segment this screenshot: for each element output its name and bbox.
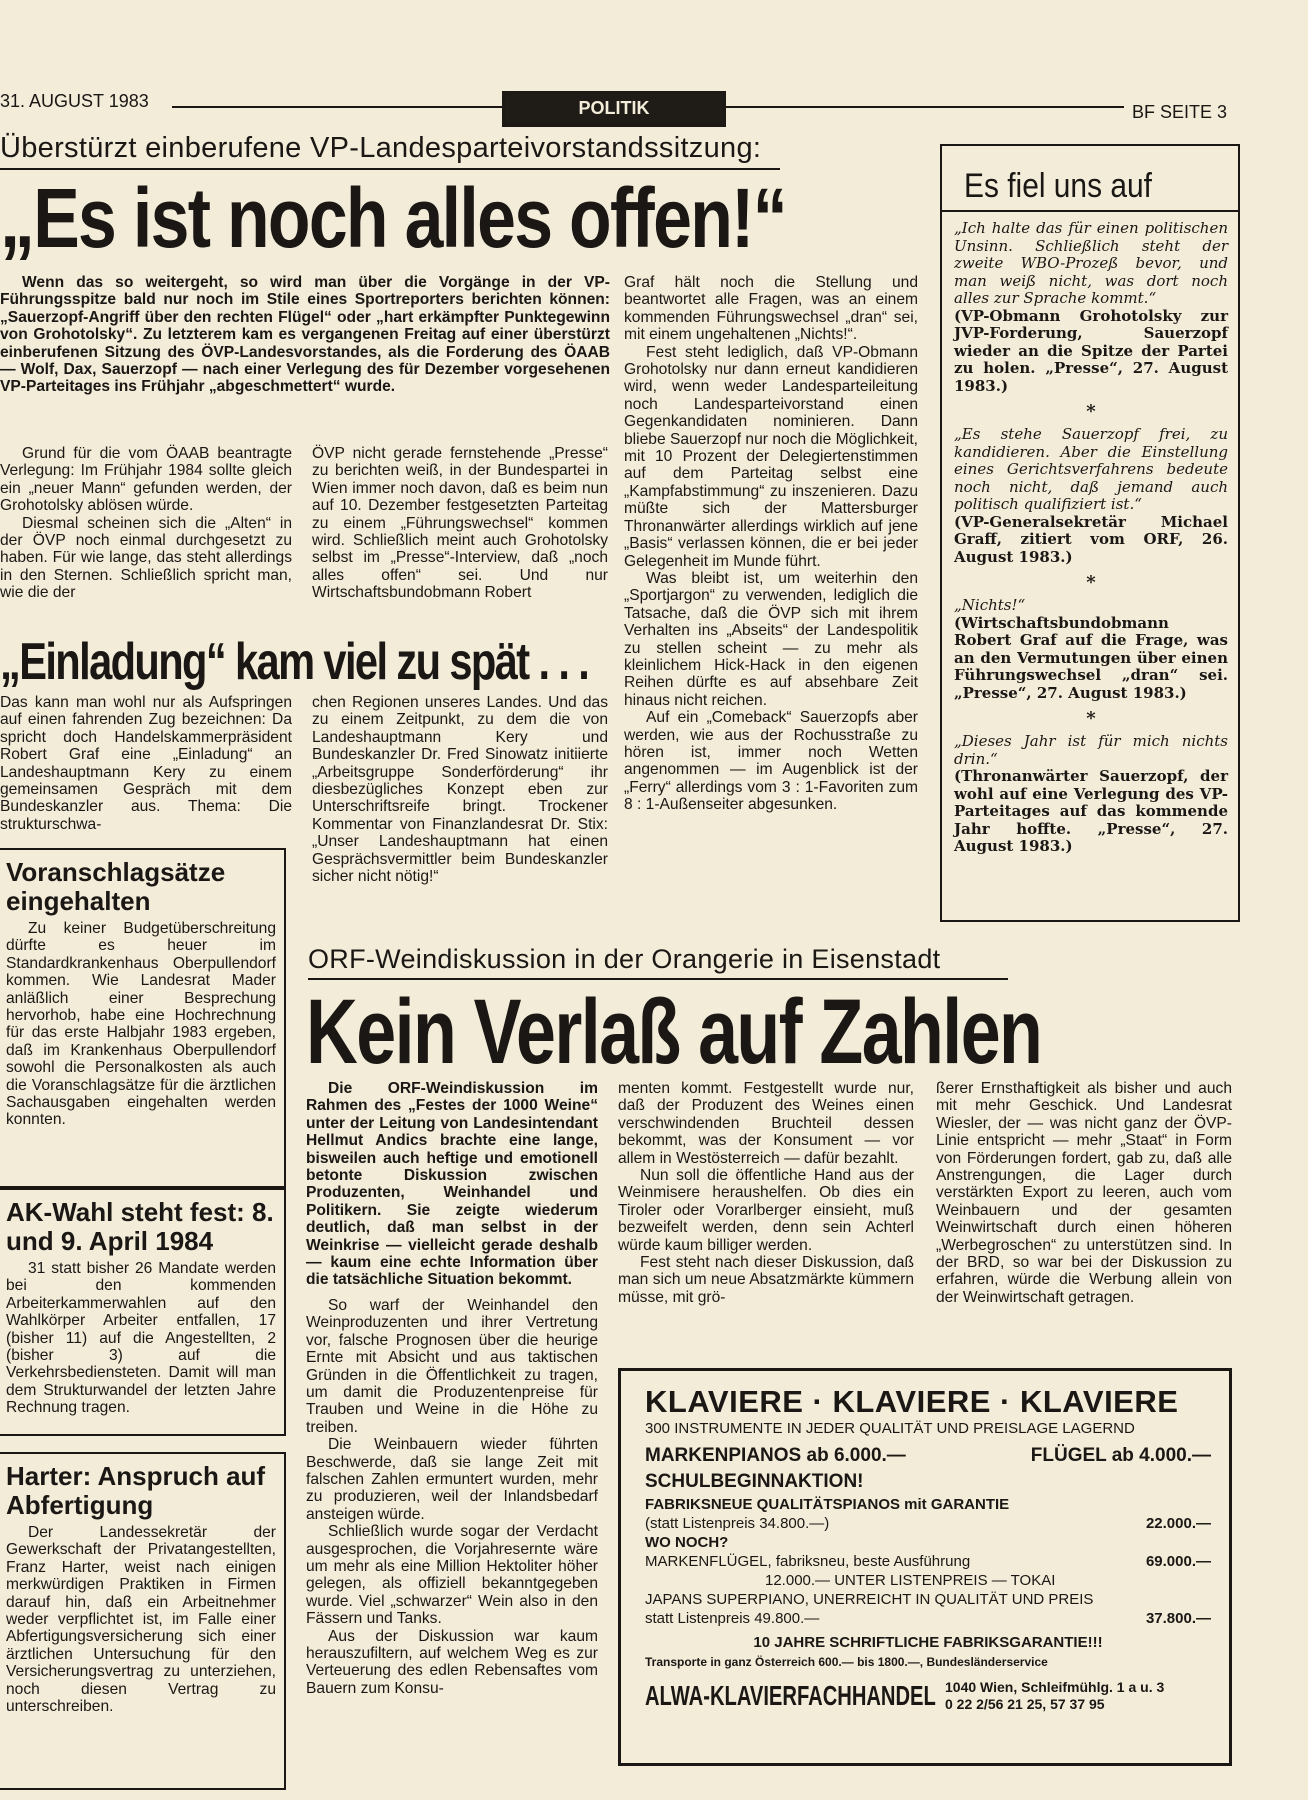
ad-address: 1040 Wien, Schleifmühlg. 1 a u. 3: [945, 1679, 1165, 1695]
ad-company: ALWA-KLAVIERFACHHANDEL: [645, 1680, 936, 1711]
ad-fluegel-price: FLÜGEL ab 4.000.—: [1030, 1445, 1211, 1466]
sidebar-quote-3: „Nichts!“: [954, 596, 1026, 614]
article3-col1: Die ORF-Weindiskussion im Rahmen des „Festes der 1000 Weine“ unter der Leitung von Landesintendant Hellmut Andics brachte eine lange, bisweilen auch heftige und emotionell betonte Diskussion zwischen Produzenten, Weinhandel und Politikern. Sie zeigte wiederum deutlich, daß man selbst in der Weinkrise — vielleicht gerade deshalb — kaum eine echte Information über die tatsächliche Situation bekommt. So warf der Weinhandel den Weinproduzenten und ihrer Vertretung vor, falsche Prognosen über die heurige Ernte mit Absicht und aus taktischen Gründen in die Öffentlichkeit zu tragen, um damit die Produzentenpreise für Trauben und Weine in die Höhe zu treiben. Die Weinbauern wieder führten Beschwerde, daß sie lange Zeit mit falschen Zahlen ermuntert wurden, mehr zu produzieren, weil der Inlandsbedarf ansteigen würde. Schließlich wurde sogar der Verdacht ausgesprochen, die Vorjahresernte wäre um mehr als eine Million Hektoliter höher gelegen, als offiziell bekanntgegeben wurde. Viel „schwarzer“ Wein also in den Fässern und Tanks. Aus der Diskussion war kaum herauszufiltern, auf welchem Weg es zur Verteuerung des edlen Rebensaftes vom Bauern zum Konsu-: [306, 1080, 598, 1697]
ad-phone: 0 22 2/56 21 25, 57 37 95: [945, 1696, 1105, 1712]
ad-superpiano: JAPANS SUPERPIANO, UNERREICHT IN QUALITÄT UND PREIS: [645, 1591, 1094, 1608]
sidebar-separator-3: *: [1086, 708, 1096, 729]
article3-headline: Kein Verlaß auf Zahlen: [306, 981, 1042, 1083]
ad-price-2: 69.000.—: [1145, 1553, 1211, 1570]
article1-kicker: Überstürzt einberufene VP-Landesparteivorstandssitzung:: [0, 132, 762, 164]
sidebar-source-3: (Wirtschaftsbundobmann Robert Graf auf die Frage, was an den Vermutungen über einen Führungswechsel „dran“ sei. „Presse“, 27. August 1983.): [954, 613, 1228, 702]
sidebar-quote-1: „Ich halte das für einen politischen Unsinn. Schließlich steht der zweite WBO-Prozeß bevor, und man weiß nicht, was dort noch alles zur Sprache kommt.“: [954, 219, 1228, 307]
header-rule-left: [172, 106, 502, 108]
box-harter: [0, 1452, 286, 1790]
sidebar-box: [940, 144, 1240, 922]
issue-date: 31. AUGUST 1983: [0, 91, 149, 111]
section-label: POLITIK: [502, 91, 726, 127]
ad-title: KLAVIERE · KLAVIERE · KLAVIERE: [645, 1384, 1179, 1419]
ad-wo-noch: WO NOCH?: [645, 1534, 729, 1551]
sidebar-source-1: (VP-Obmann Grohotolsky zur JVP-Forderung, Sauerzopf wieder an die Spitze der Partei zu holen. „Presse“, 27. August 1983.): [954, 306, 1228, 395]
article1-col2: ÖVP nicht gerade fernstehende „Presse“ zu berichten weiß, in der Bundespartei in Wien immer noch davon, daß es beim nun auf 10. Dezember festgesetzten Parteitag zu einem „Führungswechsel“ kommen wird. Schließlich meint auch Grohotolsky selbst im „Presse“-Interview, daß „noch alles offen“ sei. Und nur Wirtschaftsbundobmann Robert: [312, 445, 608, 602]
ad-subtitle: 300 INSTRUMENTE IN JEDER QUALITÄT UND PREISLAGE LAGERND: [645, 1420, 1135, 1437]
article2-col1: Das kann man wohl nur als Aufspringen auf einen fahrenden Zug bezeichnen: Da spricht doch Handelskammerpräsident Robert Graf eine „Einladung“ an Landeshauptmann Kery zu einem gemeinsamen Gespräch mit dem Bundeskanzler aus. Thema: Die strukturschwa-: [0, 694, 292, 833]
ad-schulbeginn: SCHULBEGINNAKTION!: [645, 1471, 864, 1492]
ad-price-3: 37.800.—: [1145, 1610, 1211, 1627]
sidebar-quote-4: „Dieses Jahr ist für mich nichts drin.“: [954, 732, 1228, 768]
piano-advertisement: [618, 1368, 1232, 1766]
article3-col3: ßerer Ernsthaftigkeit als bisher und auch mit mehr Geschick. Und Landesrat Wiesler, der — was nicht ganz der ÖVP-Linie entspricht — mehr „Staat“ in Form von Förderungen fordert, gab zu, daß alle Anstrengungen, die Lager durch verstärkten Export zu leeren, auch vom Weinbauern und der gesamten Weinwirtschaft durch einen höheren „Werbegroschen“ zu unterstützen sind. In der BRD, so war bei der Diskussion zu erfahren, würde die Werbung allein von der Weinwirtschaft getragen.: [936, 1080, 1232, 1306]
ad-price-1: 22.000.—: [1145, 1515, 1211, 1532]
box-voranschlag-title: Voranschlagsätze eingehalten: [6, 857, 226, 916]
ad-tokai: 12.000.— UNTER LISTENPREIS — TOKAI: [765, 1572, 1056, 1589]
sidebar-source-4: (Thronanwärter Sauerzopf, der wohl auf eine Verlegung des VP-Parteitages auf das kommende Jahr hoffte. „Presse“, 27. August 1983.): [954, 767, 1228, 855]
header-rule-right: [724, 106, 1124, 108]
ad-markenfluegel: MARKENFLÜGEL, fabriksneu, beste Ausführung: [645, 1553, 971, 1570]
article3-kicker: ORF-Weindiskussion in der Orangerie in Eisenstadt: [308, 944, 941, 974]
article2-col2: chen Regionen unseres Landes. Und das zu einem Zeitpunkt, zu dem die von Landeshauptmann Kery und Bundeskanzler Dr. Fred Sinowatz initiierte „Arbeitsgruppe Sonderförderung“ ihr diesbezügliches Konzept eben zur Unterschriftsreife bringt. Trockener Kommentar von Finanzlandesrat Dr. Stix: „Unser Landeshauptmann hat einen Gesprächsvermittler beim Bundeskanzler sicher nicht nötig!“: [312, 694, 608, 886]
article1-lead: Wenn das so weitergeht, so wird man über die Vorgänge in der VP-Führungsspitze bald nur noch im Stile eines Sportreporters berichten können: „Sauerzopf-Angriff über den rechten Flügel“ oder „hart erkämpfter Punktegewinn von Grohotolsky“. Zu letzterem kam es vergangenen Freitag auf einer überstürzt einberufenen Sitzung des ÖVP-Landesvorstandes, als die Forderung des ÖAAB — Wolf, Dax, Sauerzopf — nach einer Verlegung des für Dezember vorgesehenen VP-Parteitages ins Frühjahr „abgeschmettert“ wurde.: [0, 274, 610, 396]
box-ak-wahl-title: AK-Wahl steht fest: 8. und 9. April 1984: [6, 1197, 274, 1256]
sidebar-quote-2: „Es stehe Sauerzopf frei, zu kandidieren. Aber die Einstellung eines Gerichtsverfahrens bedeute noch nicht, daß jemand auch politisch qualifiziert ist.“: [954, 425, 1228, 513]
box-voranschlag-body: Zu keiner Budgetüberschreitung dürfte es heuer im Standardkrankenhaus Oberpullendorf kommen. Wie Landesrat Mader anläßlich einer Besprechung hervorhob, habe eine Hochrechnung für das erste Halbjahr 1983 ergeben, daß im Krankenhaus Oberpullendorf sowohl die Personalkosten als auch die Voranschlagsätze für die ärztlichen Sachausgaben eingehalten werden konnten.: [6, 920, 276, 1129]
box-voranschlag: [0, 848, 286, 1188]
box-harter-title: Harter: Anspruch auf Abfertigung: [6, 1461, 266, 1520]
sidebar-title: Es fiel uns auf: [942, 164, 1238, 212]
ad-fabriksneue: FABRIKSNEUE QUALITÄTSPIANOS mit GARANTIE: [645, 1496, 1010, 1513]
box-ak-wahl: [0, 1188, 286, 1436]
ad-listenpreis-1: (statt Listenpreis 34.800.—): [645, 1515, 830, 1532]
article1-headline: „Es ist noch alles offen!“: [0, 171, 786, 265]
sidebar-source-2: (VP-Generalsekretär Michael Graff, zitiert vom ORF, 26. August 1983.): [954, 512, 1228, 566]
ad-garantie: 10 JAHRE SCHRIFTLICHE FABRIKSGARANTIE!!!: [753, 1634, 1103, 1651]
page-number: BF SEITE 3: [1132, 102, 1228, 122]
box-ak-wahl-body: 31 statt bisher 26 Mandate werden bei den kommenden Arbeiterkammerwahlen auf den Wahlkörper Arbeiter entfallen, 17 (bisher 11) auf die Angestellten, 2 (bisher 3) auf die Verkehrsbediensteten. Damit will man dem Strukturwandel der letzten Jahre Rechnung tragen.: [6, 1260, 276, 1417]
ad-listenpreis-2: statt Listenpreis 49.800.—: [645, 1610, 820, 1627]
article2-headline: „Einladung“ kam viel zu spät . . .: [0, 633, 589, 691]
sidebar-separator-2: *: [1086, 572, 1096, 593]
sidebar-separator-1: *: [1086, 401, 1096, 422]
article1-col1: Grund für die vom ÖAAB beantragte Verlegung: Im Frühjahr 1984 sollte gleich ein „neuer Mann“ gefunden werden, der Grohotolsky ablösen würde. Diesmal scheinen sich die „Alten“ in der ÖVP noch einmal durchgesetzt zu haben. Für wie lange, das steht allerdings in den Sternen. Schließlich spricht man, wie die der: [0, 445, 292, 602]
ad-transporte: Transporte in ganz Österreich 600.— bis 1800.—, Bundesländerservice: [645, 1655, 1048, 1669]
article3-col2: menten kommt. Festgestellt wurde nur, daß der Produzent des Weines einen verschwindenden Bruchteil dessen bekommt, was der Konsument — vor allem in Westösterreich — dafür bezahlt. Nun soll die öffentliche Hand aus der Weinmisere heraushelfen. Ob dies ein Tiroler oder Vorarlberger einsieht, muß bezweifelt werden, denn sein Achterl würde kaum billiger werden. Fest steht nach dieser Diskussion, daß man sich um neue Absatzmärkte kümmern müsse, mit grö-: [618, 1080, 914, 1306]
box-harter-body: Der Landessekretär der Gewerkschaft der Privatangestellten, Franz Harter, weist nach einigen merkwürdigen Praktiken in Firmen darauf hin, daß ein Arbeitnehmer weder verpflichtet ist, im Falle einer Abfertigungsversicherung sich einer ärztlichen Untersuchung für den Versicherungsvertrag zu unterziehen, noch diesen Vertrag zu unterschreiben.: [6, 1524, 276, 1716]
ad-pianos-price: MARKENPIANOS ab 6.000.—: [645, 1445, 906, 1466]
article1-col3: Graf hält noch die Stellung und beantwortet alle Fragen, was an einem kommenden Führungswechsel „dran“ sei, mit einem ungehaltenen „Nichts!“. Fest steht lediglich, daß VP-Obmann Grohotolsky nur dann erneut kandidieren wird, wenn weder Landesparteileitung noch Landesparteivorstand einen Gegenkandidaten nominieren. Dann bliebe Sauerzopf nur noch die Möglichkeit, mit 10 Prozent der Delegiertenstimmen auf dem Parteitag selbst eine „Kampfabstimmung“ zu inszenieren. Dazu müßte sich der Mattersburger Thronanwärter allerdings wirklich auf jene „Basis“ verlassen können, die er bei jeder Gelegenheit im Munde führt. Was bleibt ist, um weiterhin den „Sportjargon“ zu verwenden, lediglich die Tatsache, daß die ÖVP sich mit ihrem Verhalten ins „Abseits“ der Landespolitik zu stellen scheint — zu mehr als kleinlichem Hick-Hack in den eigenen Reihen dürfte es auf absehbare Zeit hinaus nicht reichen. Auf ein „Comeback“ Sauerzopfs aber werden, wie aus der Rochusstraße zu hören ist, immer noch Wetten angenommen — im Augenblick ist der „Ferry“ allerdings vom 3 : 1-Favoriten zum 8 : 1-Außenseiter abgesunken.: [624, 274, 918, 814]
